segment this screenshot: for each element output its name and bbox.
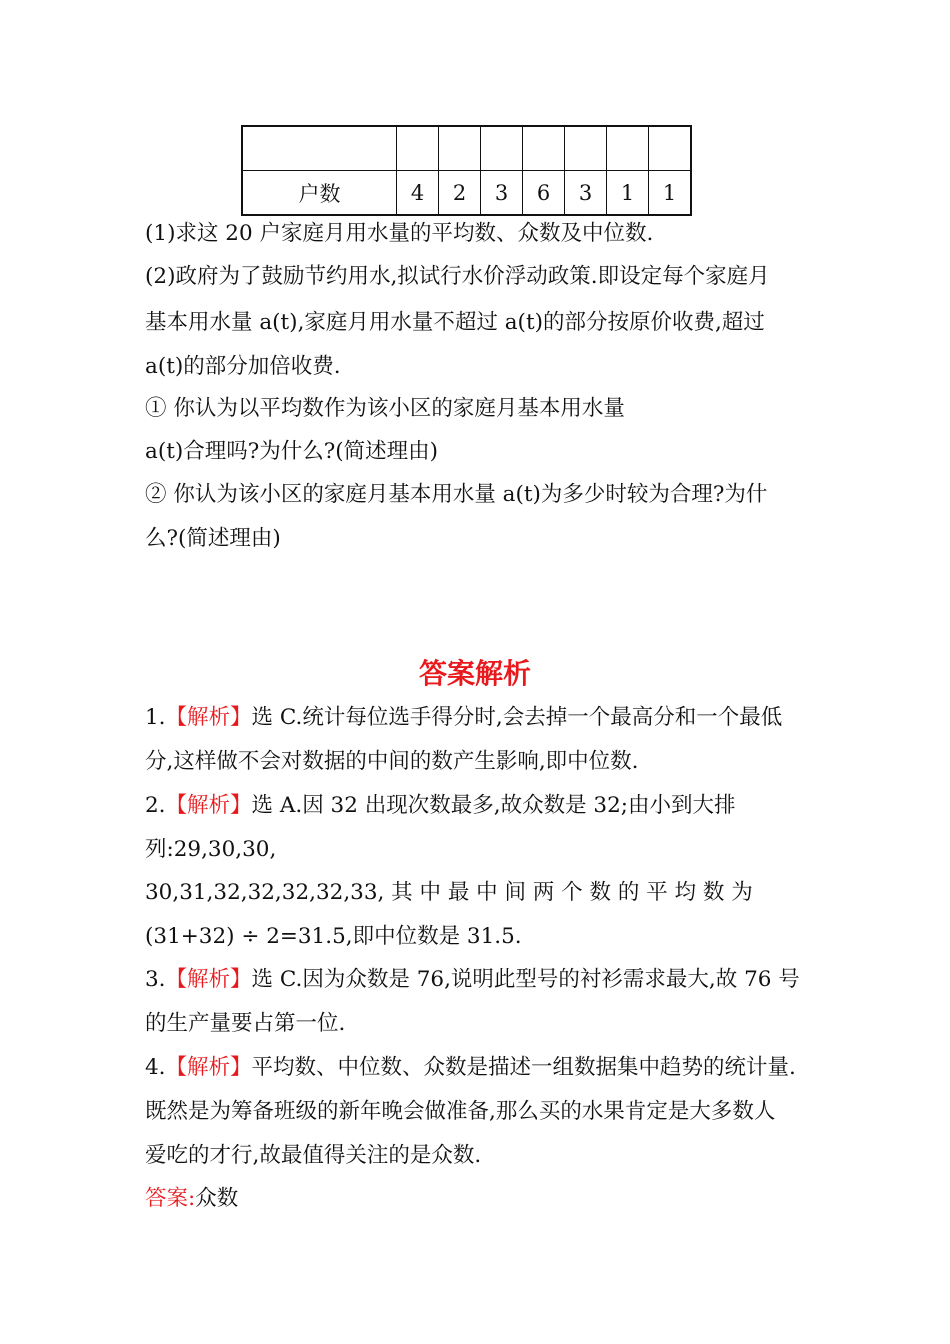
answer-text: 选 A.因 32 出现次数最多,故众数是 32;由小到大排	[251, 793, 736, 818]
table-cell	[481, 126, 523, 171]
table-cell: 1	[649, 171, 692, 216]
question-2-line: 基本用水量 a(t),家庭月用水量不超过 a(t)的部分按原价收费,超过	[145, 310, 765, 335]
answer-2	[145, 794, 736, 818]
answer-4	[145, 1056, 796, 1080]
question-1: (1)求这 20 户家庭月用水量的平均数、众数及中位数.	[145, 221, 654, 246]
table-cell: 3	[481, 171, 523, 216]
table-cell: 3	[565, 171, 607, 216]
table-cell	[607, 126, 649, 171]
analysis-tag: 【解析】	[165, 705, 252, 730]
analysis-tag: 【解析】	[165, 793, 252, 818]
answer-1	[145, 706, 782, 730]
table-cell	[439, 126, 481, 171]
count-row-label: 户数	[242, 171, 397, 216]
answer-2-line: 30,31,32,32,32,32,33, 其 中 最 中 间 两 个 数 的 平 均 数 为	[145, 880, 753, 905]
sub-question-2: ② 你认为该小区的家庭月基本用水量 a(t)为多少时较为合理?为什	[145, 482, 768, 507]
answer-2-line: 列:29,30,30,	[145, 837, 277, 862]
answer-4-line: 爱吃的才行,故最值得关注的是众数.	[145, 1143, 482, 1168]
sub-question-1: a(t)合理吗?为什么?(简述理由)	[145, 439, 439, 464]
answer-number: 2.	[145, 793, 166, 818]
sub-question-2: 么?(简述理由)	[145, 526, 281, 551]
answers-title: 答案解析	[418, 657, 531, 690]
sub-question-1: ① 你认为以平均数作为该小区的家庭月基本用水量	[145, 396, 625, 421]
answer-number: 4.	[145, 1055, 166, 1080]
table-cell: 4	[397, 171, 439, 216]
answer-number: 1.	[145, 705, 166, 730]
table-cell	[242, 126, 397, 171]
final-answer-label: 答案:	[145, 1186, 196, 1211]
table-cell	[649, 126, 692, 171]
answer-text: 选 C.因为众数是 76,说明此型号的衬衫需求最大,故 76 号	[251, 967, 800, 992]
answer-3	[145, 968, 800, 992]
table-cell: 2	[439, 171, 481, 216]
table-cell	[565, 126, 607, 171]
answer-4-line: 既然是为筹备班级的新年晚会做准备,那么买的水果肯定是大多数人	[145, 1099, 776, 1124]
table-cell: 6	[523, 171, 565, 216]
table-count-row	[242, 171, 691, 216]
answer-text: 选 C.统计每位选手得分时,会去掉一个最高分和一个最低	[251, 705, 783, 730]
answer-2-line: (31+32) ÷ 2=31.5,即中位数是 31.5.	[145, 924, 522, 949]
answer-3-line: 的生产量要占第一位.	[145, 1011, 346, 1036]
final-answer-value: 众数	[195, 1186, 239, 1211]
final-answer	[145, 1187, 238, 1211]
answer-1-line: 分,这样做不会对数据的中间的数产生影响,即中位数.	[145, 749, 639, 774]
table-header-row	[242, 126, 691, 171]
table-cell	[523, 126, 565, 171]
water-usage-table	[241, 125, 692, 216]
answer-text: 平均数、中位数、众数是描述一组数据集中趋势的统计量.	[251, 1055, 796, 1080]
analysis-tag: 【解析】	[165, 1055, 252, 1080]
table-cell	[397, 126, 439, 171]
answer-number: 3.	[145, 967, 166, 992]
question-2-line: a(t)的部分加倍收费.	[145, 354, 341, 379]
question-2-line: (2)政府为了鼓励节约用水,拟试行水价浮动政策.即设定每个家庭月	[145, 264, 770, 289]
analysis-tag: 【解析】	[165, 967, 252, 992]
table-cell: 1	[607, 171, 649, 216]
